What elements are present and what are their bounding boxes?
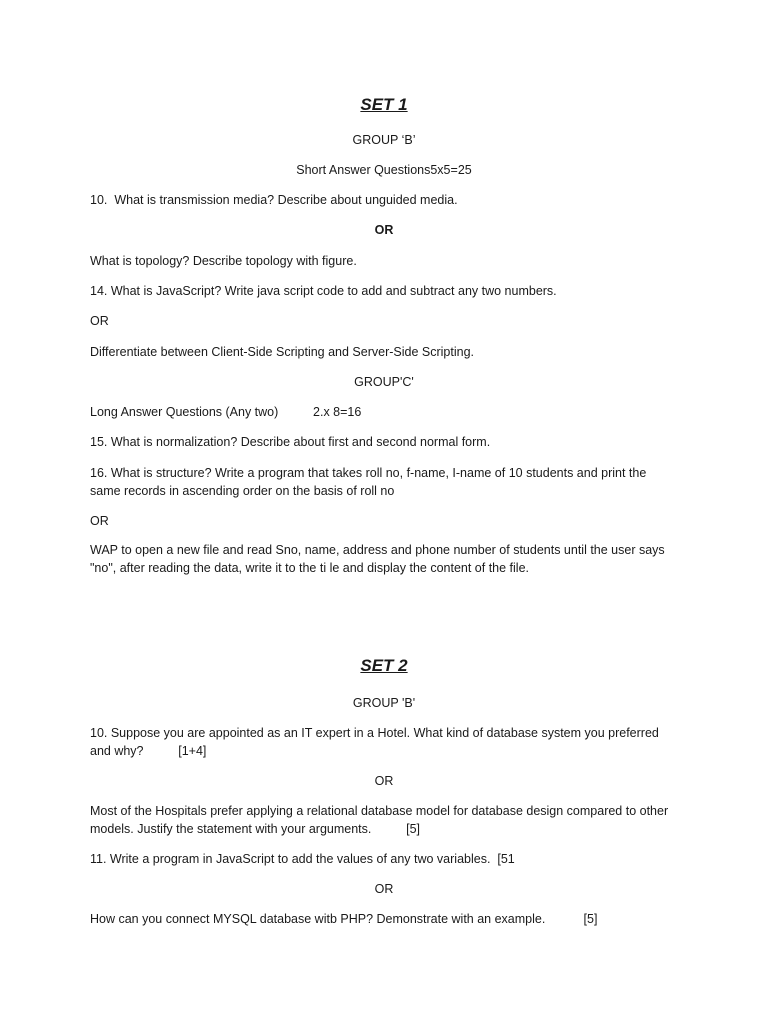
- set1-question-14: 14. What is JavaScript? Write java script code to add and subtract any two numbers.: [90, 284, 557, 298]
- set2-question-11: 11. Write a program in JavaScript to add the values of any two variables. [51: [90, 852, 515, 866]
- set1-question-10: 10. What is transmission media? Describe about unguided media.: [90, 193, 458, 207]
- set1-question-16: 16. What is structure? Write a program that takes roll no, f-name, I-name of 10 students and print the same records in ascending order on the basis of roll no: [90, 466, 650, 498]
- set2-or-separator: OR: [374, 774, 394, 788]
- set2-question-10: 10. Suppose you are appointed as an IT expert in a Hotel. What kind of database system you preferred and why? [1+4]: [90, 726, 663, 758]
- set1-short-answer-heading: Short Answer Questions5x5=25: [296, 163, 472, 177]
- set2-question-11-alternative: How can you connect MYSQL database witb PHP? Demonstrate with an example. [5]: [90, 912, 598, 926]
- set2-question-10-alternative: Most of the Hospitals prefer applying a relational database model for database design compared to other models. Justify the statement with your arguments. [5]: [90, 804, 672, 836]
- set1-or-separator-3: OR: [90, 514, 109, 528]
- set1-group-b-heading: GROUP ‘B’: [352, 133, 416, 147]
- set1-long-answer-heading: Long Answer Questions (Any two) 2.x 8=16: [90, 405, 362, 419]
- set1-question-10-alternative: What is topology? Describe topology with figure.: [90, 254, 357, 268]
- set1-group-c-heading: GROUP'C': [354, 375, 414, 389]
- set1-or-separator-2: OR: [90, 314, 109, 328]
- set1-question-15: 15. What is normalization? Describe about first and second normal form.: [90, 435, 491, 449]
- set2-group-b-heading: GROUP 'B': [352, 696, 416, 710]
- set2-title: SET 2: [360, 656, 408, 675]
- set2-or-separator-2: OR: [374, 882, 394, 896]
- set1-or-separator: OR: [374, 223, 394, 237]
- set1-question-16-alternative: WAP to open a new file and read Sno, name, address and phone number of students until the user says "no", after reading the data, write it to the ti le and display the content of the file.: [90, 543, 669, 575]
- set1-question-14-alternative: Differentiate between Client-Side Scripting and Server-Side Scripting.: [90, 345, 474, 359]
- set1-title: SET 1: [360, 95, 408, 114]
